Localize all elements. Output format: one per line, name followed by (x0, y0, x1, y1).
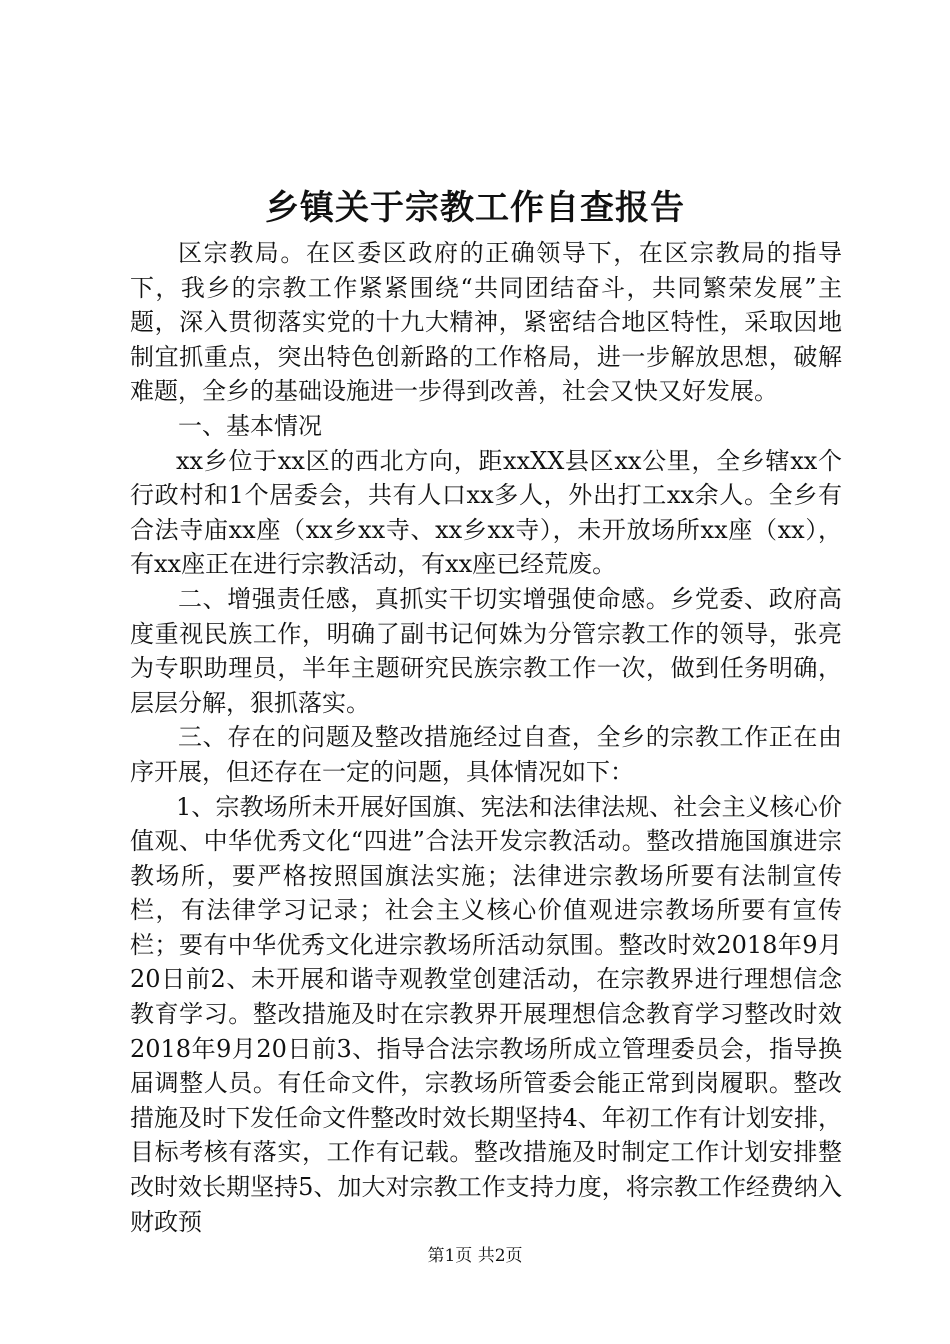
paragraph-basic-info: xx乡位于xx区的西北方向，距xxXX县区xx公里，全乡辖xx个行政村和1个居委会，共有人口xx多人，外出打工xx余人。全乡有合法寺庙xx座（xx乡xx寺、xx乡xx寺），未开放场所xx座（xx），有xx座正在进行宗教活动，有xx座已经荒废。 (130, 446, 842, 579)
section-heading-basic: 一、基本情况 (178, 411, 322, 440)
paragraph-rectification: 1、宗教场所未开展好国旗、宪法和法律法规、社会主义核心价值观、中华优秀文化“四进”合法开发宗教活动。整改措施国旗进宗教场所，要严格按照国旗法实施；法律进宗教场所要有法制宣传栏，有法律学习记录；社会主义核心价值观进宗教场所要有宣传栏；要有中华优秀文化进宗教场所活动氛围。整改时效2018年9月20日前2、未开展和谐寺观教堂创建活动，在宗教界进行理想信念教育学习。整改措施及时在宗教界开展理想信念教育学习整改时效2018年9月20日前3、指导合法宗教场所成立管理委员会，指导换届调整人员。有任命文件，宗教场所管委会能正常到岗履职。整改措施及时下发任命文件整改时效长期坚持4、年初工作有计划安排，目标考核有落实，工作有记载。整改措施及时制定工作计划安排整改时效长期坚持5、加大对宗教工作支持力度，将宗教工作经费纳入财政预 (130, 792, 842, 1236)
paragraph-responsibility: 二、增强责任感，真抓实干切实增强使命感。乡党委、政府高度重视民族工作，明确了副书记何姝为分管宗教工作的领导，张亮为专职助理员，半年主题研究民族宗教工作一次，做到任务明确，层层分解，狠抓落实。 (130, 584, 842, 717)
page-footer: 第1页 共2页 (427, 1246, 523, 1266)
paragraph-intro: 区宗教局。在区委区政府的正确领导下，在区宗教局的指导下，我乡的宗教工作紧紧围绕“共同团结奋斗，共同繁荣发展”主题，深入贯彻落实党的十九大精神，紧密结合地区特性，采取因地制宜抓重点，突出特色创新路的工作格局，进一步解放思想，破解难题，全乡的基础设施进一步得到改善，社会又快又好发展。 (130, 239, 842, 406)
paragraph-problems: 三、存在的问题及整改措施经过自查，全乡的宗教工作正在由序开展，但还存在一定的问题，具体情况如下： (130, 723, 842, 786)
document-title: 乡镇关于宗教工作自查报告 (265, 188, 685, 228)
document-body (130, 236, 842, 1239)
